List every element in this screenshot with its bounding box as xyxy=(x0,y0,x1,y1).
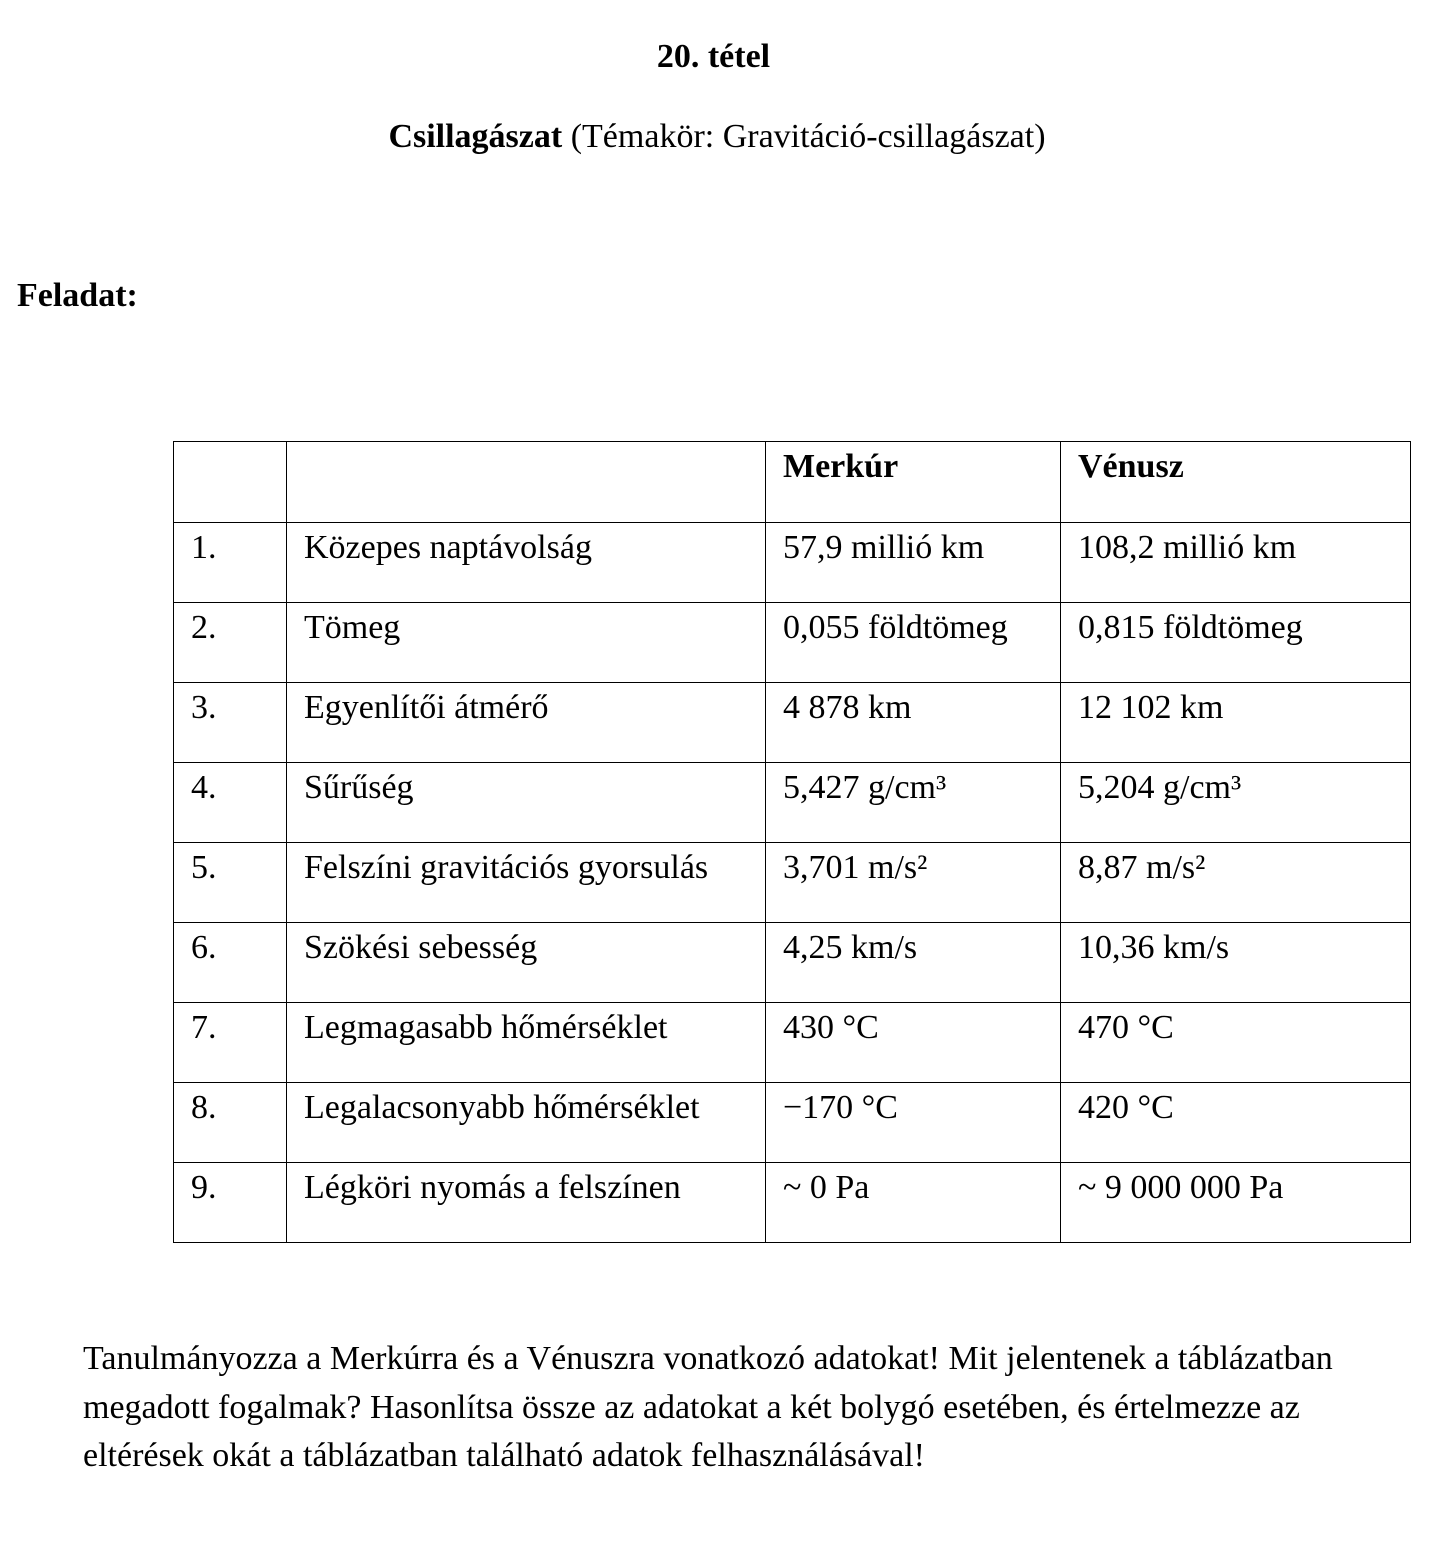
row-mercury-value: 57,9 millió km xyxy=(766,523,1061,603)
row-property: Legalacsonyabb hőmérséklet xyxy=(287,1083,766,1163)
row-property: Szökési sebesség xyxy=(287,923,766,1003)
header-mercury: Merkúr xyxy=(766,442,1061,523)
table-row xyxy=(174,843,1411,923)
row-venus-value: 0,815 földtömeg xyxy=(1061,603,1411,683)
row-property: Tömeg xyxy=(287,603,766,683)
row-number: 5. xyxy=(174,843,287,923)
table-row xyxy=(174,1163,1411,1243)
row-mercury-value: 3,701 m/s² xyxy=(766,843,1061,923)
row-property: Sűrűség xyxy=(287,763,766,843)
row-venus-value: 10,36 km/s xyxy=(1061,923,1411,1003)
task-label: Feladat: xyxy=(17,277,138,314)
row-property: Egyenlítői átmérő xyxy=(287,683,766,763)
table-row xyxy=(174,923,1411,1003)
row-property: Legmagasabb hőmérséklet xyxy=(287,1003,766,1083)
table-row xyxy=(174,1083,1411,1163)
table-row xyxy=(174,603,1411,683)
task-instructions: Tanulmányozza a Merkúrra és a Vénuszra vonatkozó adatokat! Mit jelentenek a táblázatban megadott fogalmak? Hasonlítsa össze az adatokat a két bolygó esetében, és értelmezze az eltérések okát a táblázatban található adatok felhasználásával! xyxy=(83,1340,1333,1474)
row-mercury-value: 0,055 földtömeg xyxy=(766,603,1061,683)
row-mercury-value: 4,25 km/s xyxy=(766,923,1061,1003)
row-property: Légköri nyomás a felszínen xyxy=(287,1163,766,1243)
row-number: 6. xyxy=(174,923,287,1003)
row-venus-value: ~ 9 000 000 Pa xyxy=(1061,1163,1411,1243)
document-title: 20. tétel xyxy=(656,38,771,75)
row-mercury-value: 4 878 km xyxy=(766,683,1061,763)
document-subtitle xyxy=(0,114,1434,160)
table-row xyxy=(174,683,1411,763)
row-number: 3. xyxy=(174,683,287,763)
row-mercury-value: 430 °C xyxy=(766,1003,1061,1083)
table-row xyxy=(174,523,1411,603)
row-property: Felszíni gravitációs gyorsulás xyxy=(287,843,766,923)
row-venus-value: 420 °C xyxy=(1061,1083,1411,1163)
planet-data-table xyxy=(173,441,1411,1243)
row-venus-value: 5,204 g/cm³ xyxy=(1061,763,1411,843)
row-venus-value: 8,87 m/s² xyxy=(1061,843,1411,923)
table-row xyxy=(174,763,1411,843)
row-mercury-value: 5,427 g/cm³ xyxy=(766,763,1061,843)
row-mercury-value: ~ 0 Pa xyxy=(766,1163,1061,1243)
table-header-row xyxy=(174,442,1411,523)
row-property: Közepes naptávolság xyxy=(287,523,766,603)
row-number: 1. xyxy=(174,523,287,603)
row-venus-value: 12 102 km xyxy=(1061,683,1411,763)
row-mercury-value: −170 °C xyxy=(766,1083,1061,1163)
row-number: 7. xyxy=(174,1003,287,1083)
subtitle-theme: (Témakör: Gravitáció-csillagászat) xyxy=(562,118,1046,155)
row-number: 8. xyxy=(174,1083,287,1163)
row-number: 9. xyxy=(174,1163,287,1243)
row-venus-value: 470 °C xyxy=(1061,1003,1411,1083)
row-venus-value: 108,2 millió km xyxy=(1061,523,1411,603)
table-row xyxy=(174,1003,1411,1083)
row-number: 4. xyxy=(174,763,287,843)
header-venus: Vénusz xyxy=(1061,442,1411,523)
header-property xyxy=(287,442,766,523)
subtitle-topic: Csillagászat xyxy=(388,118,563,155)
header-number xyxy=(174,442,287,523)
row-number: 2. xyxy=(174,603,287,683)
